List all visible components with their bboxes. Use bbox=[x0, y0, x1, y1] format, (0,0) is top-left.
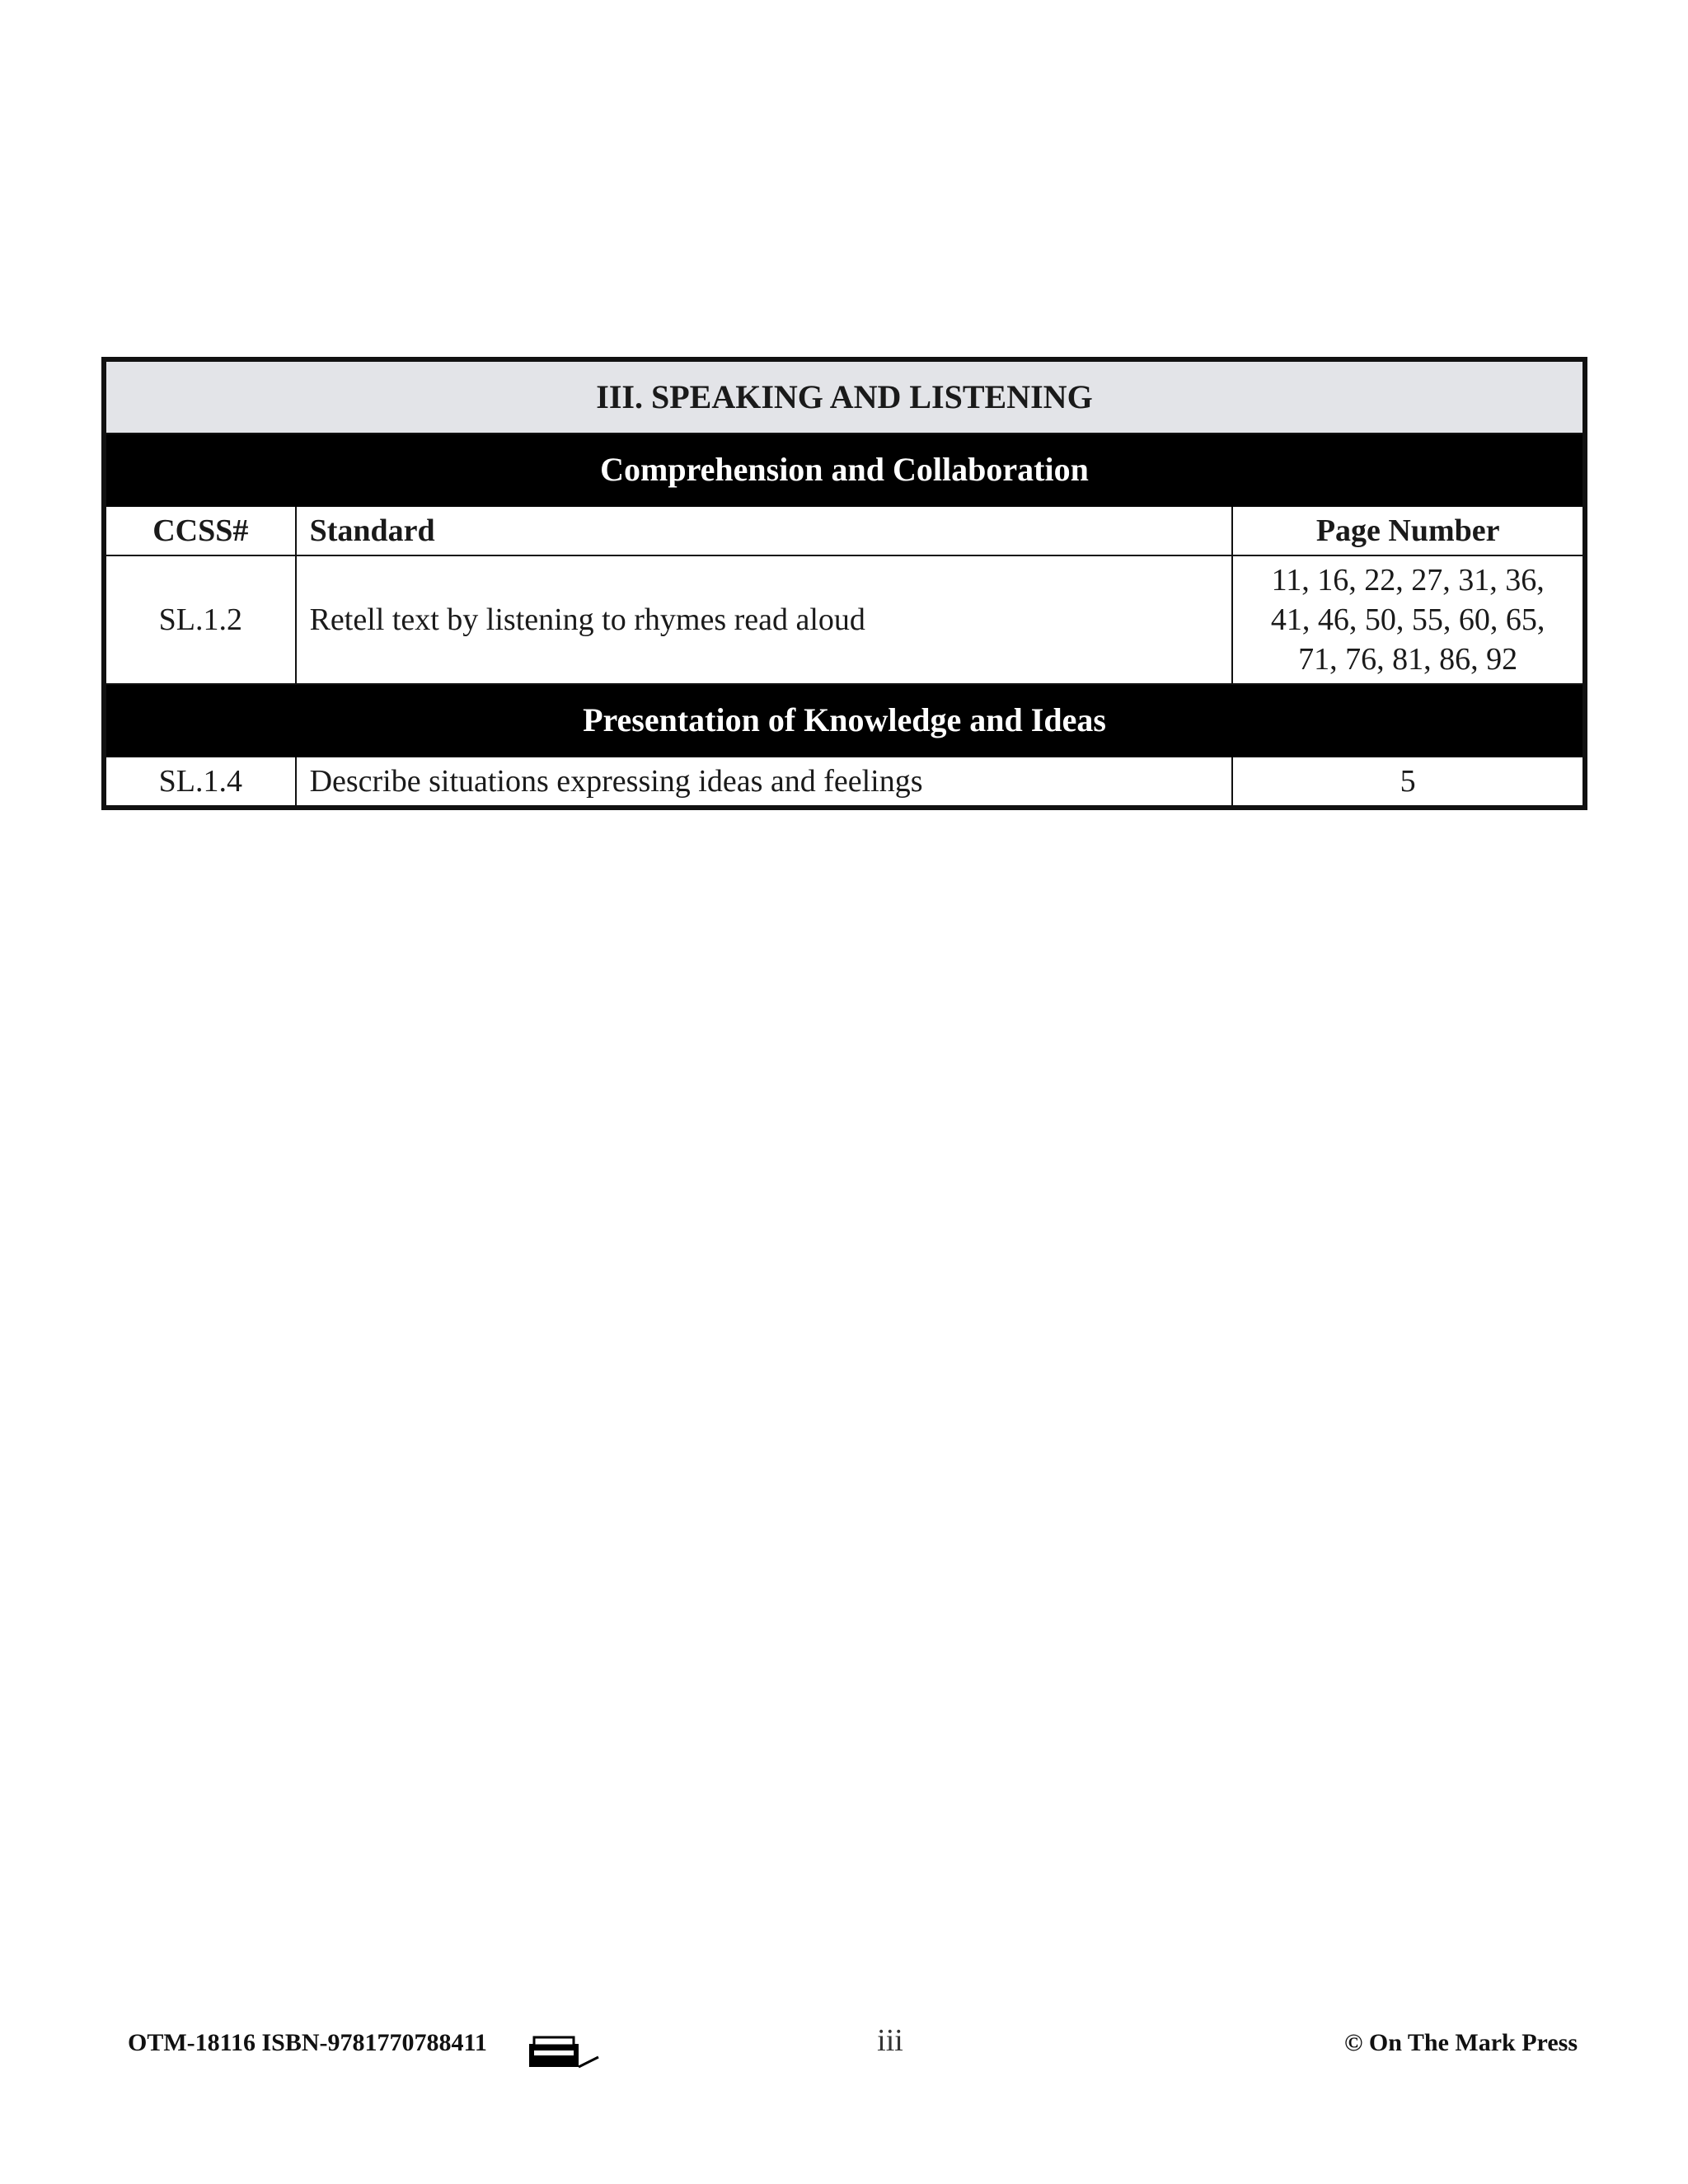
column-header-page-number: Page Number bbox=[1232, 506, 1585, 555]
standard-text: Describe situations expressing ideas and feelings bbox=[296, 757, 1233, 808]
table-row bbox=[104, 757, 1585, 808]
ccss-code: SL.1.4 bbox=[104, 757, 296, 808]
column-header-ccss: CCSS# bbox=[104, 506, 296, 555]
column-header-row bbox=[104, 506, 1585, 555]
standards-table bbox=[101, 357, 1587, 810]
footer-copyright: © On The Mark Press bbox=[1344, 2029, 1578, 2056]
section-title: III. SPEAKING AND LISTENING bbox=[104, 359, 1585, 434]
ccss-code: SL.1.2 bbox=[104, 555, 296, 684]
group-title-comprehension: Comprehension and Collaboration bbox=[104, 434, 1585, 506]
page-numbers-line: 41, 46, 50, 55, 60, 65, bbox=[1270, 602, 1545, 637]
table-row bbox=[104, 555, 1585, 684]
page-numbers-line: 11, 16, 22, 27, 31, 36, bbox=[1271, 563, 1545, 598]
publisher-logo-icon bbox=[528, 2034, 602, 2070]
group-title-row bbox=[104, 684, 1585, 757]
page-numbers: 5 bbox=[1232, 757, 1585, 808]
section-title-row bbox=[104, 359, 1585, 434]
standard-text: Retell text by listening to rhymes read aloud bbox=[296, 555, 1233, 684]
page-numbers-line: 71, 76, 81, 86, 92 bbox=[1298, 642, 1518, 677]
group-title-row bbox=[104, 434, 1585, 506]
page-numbers bbox=[1232, 555, 1585, 684]
column-header-standard: Standard bbox=[296, 506, 1233, 555]
footer-isbn: OTM-18116 ISBN-9781770788411 bbox=[128, 2029, 487, 2056]
group-title-presentation: Presentation of Knowledge and Ideas bbox=[104, 684, 1585, 757]
page-number: iii bbox=[877, 2023, 903, 2058]
